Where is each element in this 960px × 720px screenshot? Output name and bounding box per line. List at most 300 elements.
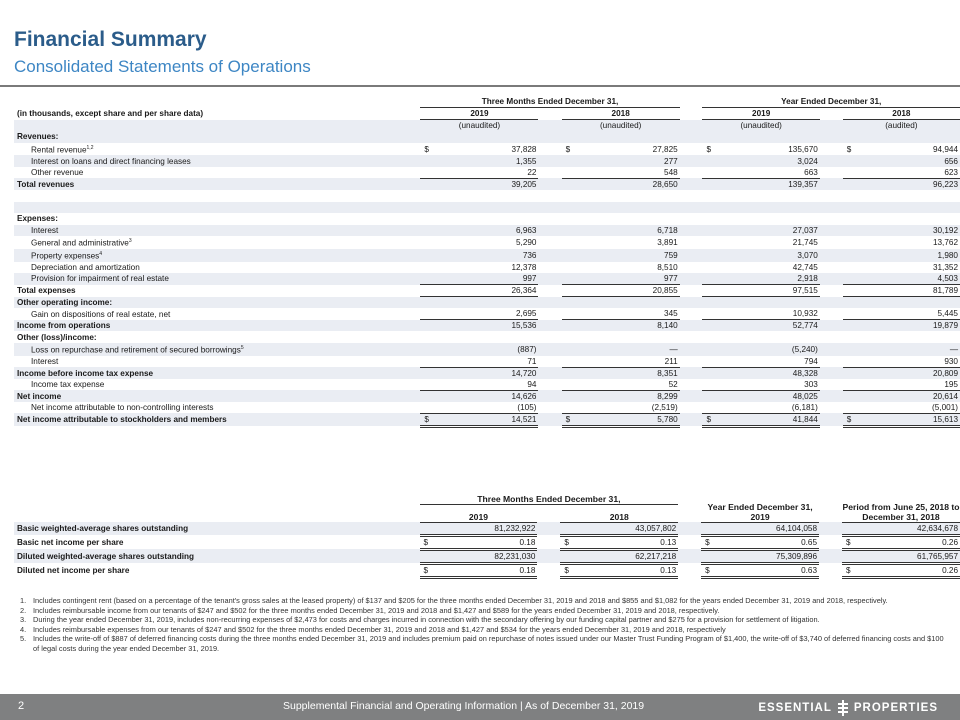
- currency-symbol: $: [560, 535, 570, 549]
- row-label: Depreciation and amortization: [31, 262, 140, 272]
- cell-value: [712, 202, 819, 214]
- cell-value: 96,223: [853, 178, 960, 190]
- table-row: [14, 390, 960, 402]
- currency-symbol: [420, 297, 430, 309]
- share-value: 42,634,678: [852, 522, 960, 535]
- currency-symbol: [562, 343, 572, 356]
- cell-value: 52: [572, 379, 680, 391]
- footnote-text: Includes reimbursable expenses from our tenants of $247 and $502 for the three months ended December 31, 2019 and 2018 and $1,427 and $534 for the years ended December 31, 2019 and 2018, respectively: [33, 624, 726, 634]
- share-value: 0.26: [852, 535, 960, 549]
- row-label: [14, 202, 420, 214]
- currency-symbol: [420, 308, 430, 320]
- currency-symbol: [843, 331, 853, 343]
- currency-symbol: [702, 262, 712, 274]
- row-label: [14, 190, 420, 202]
- cell-value: 14,521: [430, 413, 538, 426]
- currency-symbol: [843, 367, 853, 379]
- cell-value: [712, 297, 819, 309]
- footnote-ref: 4: [99, 250, 103, 257]
- footnote-ref: 5: [240, 344, 244, 351]
- cell-value: 21,745: [792, 238, 818, 248]
- footnote: [20, 634, 945, 653]
- cell-value: 6,718: [572, 225, 680, 237]
- shares-year-2019-header: Year Ended December 31, 2019: [701, 486, 819, 522]
- currency-symbol: [702, 356, 712, 368]
- cell-value: —: [572, 343, 680, 356]
- cell-value: 345: [572, 308, 680, 320]
- cell-value: 97,515: [712, 285, 819, 297]
- currency-symbol: [420, 285, 430, 297]
- year-header: 2018: [843, 108, 960, 120]
- row-label: Gain on dispositions of real estate, net: [31, 309, 171, 319]
- table-row: [14, 262, 960, 274]
- currency-symbol: $: [424, 144, 429, 154]
- cell-value: 37,828: [511, 144, 537, 154]
- currency-symbol: [843, 356, 853, 368]
- cell-value: —: [853, 343, 960, 356]
- shares-q2018-header: 2018: [560, 504, 678, 522]
- cell-value: 5,445: [853, 308, 960, 320]
- cell-value: [853, 331, 960, 343]
- cell-value: [430, 202, 538, 214]
- cell-value: [572, 297, 680, 309]
- currency-symbol: [702, 236, 712, 249]
- logo-text-left: ESSENTIAL: [758, 702, 832, 714]
- currency-symbol: [562, 273, 572, 285]
- currency-symbol: $: [701, 563, 711, 577]
- footnote-ref: 3: [128, 238, 132, 245]
- cell-value: 1,980: [853, 249, 960, 262]
- row-label: General and administrative$^3$: [31, 238, 132, 248]
- row-label: Rental revenue$^{1,2}$: [31, 144, 94, 155]
- currency-symbol: [420, 190, 430, 202]
- currency-symbol: [420, 167, 430, 179]
- cell-value: 12,378: [511, 262, 537, 272]
- cell-value: 930: [853, 356, 960, 368]
- cell-value: 19,879: [853, 320, 960, 332]
- row-label: Interest on loans and direct financing leases: [14, 155, 420, 167]
- currency-symbol: $: [843, 413, 853, 426]
- year-ended-header: Year Ended December 31,: [702, 96, 960, 108]
- currency-symbol: [843, 390, 853, 402]
- cell-value: [430, 131, 538, 143]
- currency-symbol: [420, 273, 430, 285]
- currency-symbol: [843, 297, 853, 309]
- currency-symbol: [702, 343, 712, 356]
- currency-symbol: [843, 236, 853, 249]
- currency-symbol: [562, 167, 572, 179]
- currency-symbol: [420, 402, 430, 414]
- footnote-number: 3.: [20, 615, 27, 625]
- table-row: [14, 213, 960, 225]
- share-value: 75,309,896: [711, 549, 819, 563]
- currency-symbol: [562, 331, 572, 343]
- currency-symbol: [701, 522, 711, 535]
- year-header: 2018: [562, 108, 680, 120]
- cell-value: 27,037: [712, 225, 819, 237]
- cell-value: [430, 190, 538, 202]
- row-label: Other revenue: [31, 168, 84, 178]
- cell-value: 8,351: [572, 367, 680, 379]
- currency-symbol: [843, 202, 853, 214]
- row-label: Property expenses$^4$: [14, 249, 420, 262]
- currency-symbol: [702, 320, 712, 332]
- currency-symbol: [843, 178, 853, 190]
- cell-value: 8,299: [572, 390, 680, 402]
- row-label: Loss on repurchase and retirement of secured borrowings$^5$: [14, 343, 420, 356]
- currency-symbol: [420, 320, 430, 332]
- logo-mark-icon: [838, 700, 848, 716]
- cell-value: 977: [572, 273, 680, 285]
- footnote-number: 5.: [20, 634, 27, 644]
- currency-symbol: $: [842, 535, 852, 549]
- share-value: 0.18: [429, 535, 537, 549]
- currency-symbol: [702, 131, 712, 143]
- currency-symbol: [843, 379, 853, 391]
- table-row: [14, 249, 960, 262]
- cell-value: 20,614: [853, 390, 960, 402]
- share-value: 62,217,218: [570, 549, 678, 563]
- row-label: Income before income tax expense: [14, 367, 420, 379]
- share-row-label: Diluted weighted-average shares outstanding: [14, 549, 420, 563]
- share-value: 61,765,957: [852, 549, 960, 563]
- cell-value: 42,745: [792, 262, 818, 272]
- table-row: [14, 143, 960, 156]
- currency-symbol: [420, 202, 430, 214]
- share-value: 0.26: [852, 563, 960, 577]
- currency-symbol: [562, 155, 572, 167]
- currency-symbol: [702, 308, 712, 320]
- currency-symbol: [562, 356, 572, 368]
- cell-value: (5,001): [853, 402, 960, 414]
- share-value: 0.18: [429, 563, 537, 577]
- currency-symbol: [843, 343, 853, 356]
- currency-symbol: [702, 202, 712, 214]
- table-row: [14, 190, 960, 202]
- currency-symbol: [843, 285, 853, 297]
- cell-value: [853, 213, 960, 225]
- cell-value: 30,192: [853, 225, 960, 237]
- currency-symbol: [562, 249, 572, 262]
- footnote-number: 4.: [20, 624, 27, 634]
- cell-value: 736: [430, 249, 538, 262]
- page-subtitle: Consolidated Statements of Operations: [14, 57, 311, 76]
- currency-symbol: [562, 262, 572, 274]
- footnotes: [20, 596, 945, 654]
- currency-symbol: [702, 297, 712, 309]
- cell-value: 8,140: [572, 320, 680, 332]
- cell-value: 794: [712, 356, 819, 368]
- currency-symbol: [420, 522, 430, 535]
- currency-symbol: [420, 367, 430, 379]
- cell-value: 10,932: [712, 308, 819, 320]
- currency-symbol: [562, 285, 572, 297]
- share-value: 82,231,030: [429, 549, 537, 563]
- cell-value: 13,762: [932, 238, 958, 248]
- cell-value: 71: [430, 356, 538, 368]
- table-row: [14, 402, 960, 414]
- cell-value: 14,720: [430, 367, 538, 379]
- currency-symbol: [702, 213, 712, 225]
- cell-value: 3,891: [657, 238, 678, 248]
- currency-symbol: [420, 249, 430, 262]
- currency-symbol: [562, 131, 572, 143]
- cell-value: [430, 213, 538, 225]
- cell-value: 303: [712, 379, 819, 391]
- table-row: [14, 225, 960, 237]
- row-label: Total expenses: [17, 286, 76, 296]
- share-row: [14, 522, 960, 535]
- cell-value: [572, 331, 680, 343]
- currency-symbol: [702, 249, 712, 262]
- currency-symbol: [420, 178, 430, 190]
- share-row: [14, 563, 960, 577]
- cell-value: [712, 190, 819, 202]
- cell-value: 623: [853, 167, 960, 179]
- currency-symbol: [843, 402, 853, 414]
- currency-symbol: [843, 273, 853, 285]
- currency-symbol: [702, 367, 712, 379]
- row-label: Provision for impairment of real estate: [14, 273, 420, 285]
- footnote-text: Includes reimbursable income from our tenants of $247 and $502 for the three months ended December 31, 2019 and 2018 and $1,427 and $589 for the years ended December 31, 2019 and 2018, respectively.: [33, 605, 720, 615]
- currency-symbol: $: [420, 563, 430, 577]
- table-row: [14, 178, 960, 190]
- cell-value: 22: [430, 167, 538, 179]
- table-row: [14, 285, 960, 297]
- currency-symbol: $: [701, 535, 711, 549]
- table-row: [14, 131, 960, 143]
- cell-value: 2,918: [712, 273, 819, 285]
- currency-symbol: [420, 262, 430, 274]
- cell-value: [853, 297, 960, 309]
- share-value: 43,057,802: [570, 522, 678, 535]
- table-header-row: [14, 96, 960, 108]
- currency-symbol: [702, 285, 712, 297]
- cell-value: 14,626: [430, 390, 538, 402]
- row-label: Expenses:: [17, 214, 58, 224]
- table-row: [14, 202, 960, 214]
- share-value: 0.13: [570, 535, 678, 549]
- currency-symbol: [560, 522, 570, 535]
- table-row: [14, 297, 960, 309]
- statements-of-operations-table: [14, 96, 960, 428]
- currency-symbol: $: [702, 413, 712, 426]
- company-logo: [758, 700, 938, 716]
- currency-symbol: $: [562, 413, 572, 426]
- row-label: Net income attributable to stockholders and members: [14, 413, 420, 426]
- currency-symbol: [420, 236, 430, 249]
- cell-value: 6,963: [430, 225, 538, 237]
- row-label: Interest: [31, 356, 59, 366]
- table-row: [14, 308, 960, 320]
- currency-symbol: [702, 167, 712, 179]
- cell-value: [430, 297, 538, 309]
- cell-value: 27,825: [652, 144, 678, 154]
- cell-value: 28,650: [572, 178, 680, 190]
- row-label: Revenues:: [14, 131, 420, 143]
- three-months-header: Three Months Ended December 31,: [420, 96, 679, 108]
- cell-value: 31,352: [932, 262, 958, 272]
- cell-value: [572, 202, 680, 214]
- cell-value: 135,670: [788, 144, 818, 154]
- table-audit-row: [14, 120, 960, 132]
- row-label: Net income attributable to non-controlling interests: [31, 403, 214, 413]
- footnote: [20, 606, 945, 616]
- currency-symbol: [702, 402, 712, 414]
- share-value: 0.65: [711, 535, 819, 549]
- currency-symbol: [562, 320, 572, 332]
- cell-value: 15,613: [853, 413, 960, 426]
- cell-value: 8,510: [657, 262, 678, 272]
- currency-symbol: $: [706, 144, 712, 154]
- table-row: [14, 167, 960, 179]
- cell-value: 39,205: [430, 178, 538, 190]
- share-row: [14, 535, 960, 549]
- cell-value: 277: [572, 155, 680, 167]
- currency-symbol: [562, 308, 572, 320]
- footer-text: Supplemental Financial and Operating Information | As of December 31, 2019: [283, 700, 645, 712]
- currency-symbol: $: [565, 144, 571, 154]
- currency-symbol: [702, 379, 712, 391]
- footnote-ref: 1,2: [86, 144, 94, 151]
- cell-value: [572, 131, 680, 143]
- currency-symbol: [842, 549, 852, 563]
- cell-value: 2,695: [430, 308, 538, 320]
- audit-status: (audited): [843, 120, 960, 132]
- cell-value: [712, 213, 819, 225]
- currency-symbol: [562, 390, 572, 402]
- cell-value: (887): [430, 343, 538, 356]
- currency-symbol: [562, 297, 572, 309]
- currency-symbol: [843, 131, 853, 143]
- share-value: 81,232,922: [429, 522, 537, 535]
- footnote: [20, 615, 945, 625]
- row-label: Interest: [14, 225, 420, 237]
- currency-symbol: [843, 249, 853, 262]
- table-row: [14, 413, 960, 426]
- cell-value: 94,944: [932, 144, 958, 154]
- currency-symbol: [843, 225, 853, 237]
- cell-value: 41,844: [712, 413, 819, 426]
- currency-symbol: [562, 202, 572, 214]
- cell-value: 5,780: [572, 413, 680, 426]
- cell-value: [712, 131, 819, 143]
- currency-symbol: [702, 190, 712, 202]
- row-label: Total revenues: [14, 178, 420, 190]
- currency-symbol: [560, 549, 570, 563]
- audit-status: (unaudited): [420, 120, 538, 132]
- currency-symbol: [702, 155, 712, 167]
- cell-value: 3,024: [712, 155, 819, 167]
- row-label: Other operating income:: [14, 297, 420, 309]
- currency-symbol: [842, 522, 852, 535]
- table-row: [14, 343, 960, 356]
- currency-symbol: $: [842, 563, 852, 577]
- currency-symbol: [562, 178, 572, 190]
- currency-symbol: [420, 390, 430, 402]
- currency-symbol: [843, 262, 853, 274]
- cell-value: (105): [430, 402, 538, 414]
- currency-symbol: [562, 379, 572, 391]
- row-label: Income tax expense: [31, 380, 105, 390]
- table-row: [14, 273, 960, 285]
- table-row: [14, 236, 960, 249]
- currency-symbol: [420, 549, 430, 563]
- cell-value: 15,536: [430, 320, 538, 332]
- year-header: 2019: [702, 108, 819, 120]
- currency-symbol: [420, 213, 430, 225]
- currency-symbol: [843, 167, 853, 179]
- currency-symbol: $: [420, 413, 430, 426]
- currency-symbol: [843, 213, 853, 225]
- per-share-table: [14, 486, 960, 579]
- currency-symbol: [843, 190, 853, 202]
- currency-symbol: [562, 367, 572, 379]
- currency-symbol: [420, 379, 430, 391]
- page-number: 2: [18, 700, 25, 712]
- row-label-header: (in thousands, except share and per share data): [17, 109, 204, 119]
- currency-symbol: $: [846, 144, 852, 154]
- cell-value: 52,774: [712, 320, 819, 332]
- table-row: [14, 331, 960, 343]
- currency-symbol: [843, 320, 853, 332]
- cell-value: [712, 331, 819, 343]
- cell-value: 20,855: [572, 285, 680, 297]
- footnote-text: Includes the write-off of $887 of deferred financing costs during the three months ended December 31, 2019 and includes premium paid on repurchase of notes issued under our Master Trust Funding Program of $1,400, the write-off of $3,740 of deferred financing costs and $100 of legal costs during the year ended December 31, 2019.: [33, 634, 944, 653]
- row-label: Other (loss)/income:: [17, 332, 97, 342]
- logo-text-right: PROPERTIES: [853, 702, 938, 714]
- currency-symbol: [562, 402, 572, 414]
- table-row: [14, 367, 960, 379]
- cell-value: 211: [572, 356, 680, 368]
- table-row: [14, 379, 960, 391]
- cell-value: (5,240): [712, 343, 819, 356]
- shares-period-2018-header: Period from June 25, 2018 to December 31, 2018: [842, 486, 960, 522]
- share-row-label: Diluted net income per share: [17, 565, 130, 575]
- table-row: [14, 155, 960, 167]
- footnote: [20, 596, 945, 606]
- currency-symbol: [702, 390, 712, 402]
- currency-symbol: [562, 225, 572, 237]
- currency-symbol: [562, 213, 572, 225]
- share-value: 0.63: [711, 563, 819, 577]
- header-divider: [0, 85, 960, 87]
- cell-value: 26,364: [430, 285, 538, 297]
- currency-symbol: [702, 178, 712, 190]
- currency-symbol: [562, 190, 572, 202]
- cell-value: 5,290: [515, 238, 537, 248]
- cell-value: [853, 131, 960, 143]
- cell-value: 139,357: [712, 178, 819, 190]
- cell-value: 81,789: [853, 285, 960, 297]
- audit-status: (unaudited): [702, 120, 819, 132]
- row-label: Net income: [14, 390, 420, 402]
- cell-value: 3,070: [712, 249, 819, 262]
- footnote-text: Includes contingent rent (based on a percentage of the tenant's gross sales at the leased property) of $137 and $205 for the three months ended December 31, 2019 and 2018 and $855 and $1,082 for the years ended December 31, 2019 and 2018, respectively.: [33, 596, 888, 605]
- footnote-number: 2.: [20, 605, 27, 615]
- cell-value: [572, 190, 680, 202]
- currency-symbol: [420, 225, 430, 237]
- share-value: 0.13: [570, 563, 678, 577]
- audit-status: (unaudited): [562, 120, 680, 132]
- currency-symbol: [843, 155, 853, 167]
- cell-value: [853, 190, 960, 202]
- currency-symbol: [562, 236, 572, 249]
- cell-value: (6,181): [712, 402, 819, 414]
- currency-symbol: [701, 549, 711, 563]
- cell-value: 48,328: [712, 367, 819, 379]
- share-value: 64,104,058: [711, 522, 819, 535]
